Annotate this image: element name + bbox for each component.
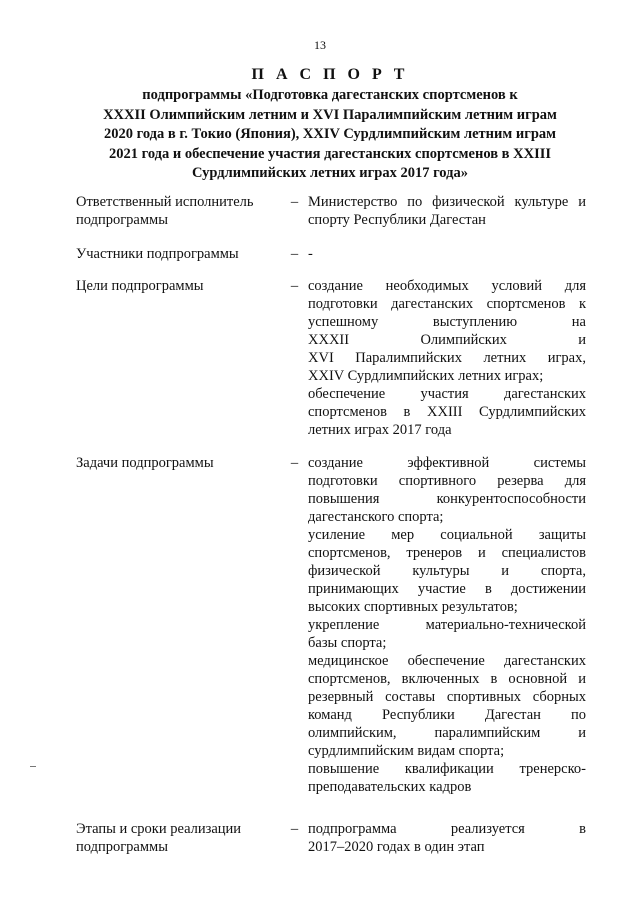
value-line: подготовки спортивного резерва для	[308, 473, 586, 489]
value-line: спортсменов, тренеров и специалистов	[308, 545, 586, 561]
row-goals	[76, 277, 586, 439]
row-stages-and-terms	[76, 820, 586, 856]
value-line: спортсменов в XXIII Сурдлимпийских	[308, 404, 586, 420]
row-value	[308, 193, 586, 229]
value-line: базы спорта;	[308, 635, 387, 651]
row-label	[76, 454, 281, 472]
title-line: 2020 года в г. Токио (Япония), XXIV Сурдлимпийским летним играм	[103, 126, 557, 142]
row-value	[308, 277, 586, 439]
row-responsible-executor	[76, 193, 586, 229]
label-line: Участники подпрограммы	[76, 246, 239, 262]
value-line: Министерство по физической культуре и	[308, 194, 586, 210]
value-line: успешному выступлению на	[308, 314, 586, 330]
row-label	[76, 277, 281, 295]
value-line: XXXII Олимпийских и	[308, 332, 586, 348]
title-line: 2021 года и обеспечение участия дагестанских спортсменов в XXIII	[108, 145, 552, 162]
title-heading: П А С П О Р Т	[251, 66, 409, 83]
document-title	[70, 64, 590, 184]
value-line: спортсменов, включенных в основной и	[308, 671, 586, 687]
label-line: подпрограммы	[76, 212, 168, 228]
label-line: Этапы и сроки реализации	[76, 821, 242, 837]
value-line: создание эффективной системы	[308, 455, 586, 471]
scan-mark	[30, 766, 36, 767]
row-label	[76, 820, 281, 856]
value-line: XVI Паралимпийских летних играх,	[308, 350, 586, 366]
value-line: высоких спортивных результатов;	[308, 599, 518, 615]
value-line: спорту Республики Дагестан	[308, 212, 486, 228]
value-line: повышение квалификации тренерско-	[308, 761, 586, 777]
passport-table	[76, 193, 586, 856]
value-line: подпрограмма реализуется в	[308, 821, 586, 837]
page-number: 13	[314, 38, 326, 52]
row-label	[76, 193, 281, 229]
value-line: принимающих участие в достижении	[308, 581, 586, 597]
value-line: летних играх 2017 года	[308, 422, 452, 438]
value-line: дагестанского спорта;	[308, 509, 444, 525]
value-line: XXIV Сурдлимпийских летних играх;	[308, 368, 544, 384]
label-line: Ответственный исполнитель	[76, 194, 254, 210]
value-line: обеспечение участия дагестанских	[308, 386, 586, 402]
value-line: резервный составы спортивных сборных	[308, 689, 586, 705]
value-line: медицинское обеспечение дагестанских	[308, 653, 586, 669]
row-dash: –	[290, 278, 299, 294]
row-label	[76, 245, 281, 263]
row-value	[308, 245, 586, 263]
row-value	[308, 820, 586, 856]
label-line: Задачи подпрограммы	[76, 455, 214, 471]
title-line: Сурдлимпийских летних играх 2017 года»	[192, 165, 468, 181]
title-line: подпрограммы «Подготовка дагестанских спортсменов к	[142, 87, 518, 103]
value-line: создание необходимых условий для	[308, 278, 586, 294]
value-line: укрепление материально-технической	[308, 617, 586, 633]
row-tasks	[76, 454, 586, 796]
value-line: команд Республики Дагестан по	[308, 707, 586, 723]
value-line: физической культуры и спорта,	[308, 563, 586, 579]
value-line: -	[308, 246, 313, 262]
value-line: 2017–2020 годах в один этап	[308, 839, 485, 855]
value-line: олимпийским, паралимпийским и	[308, 725, 586, 741]
row-dash: –	[290, 455, 299, 471]
row-participants	[76, 245, 586, 263]
row-dash: –	[290, 821, 299, 837]
value-line: повышения конкурентоспособности	[308, 491, 586, 507]
label-line: Цели подпрограммы	[76, 278, 204, 294]
row-dash: –	[290, 246, 299, 262]
row-dash: –	[290, 194, 299, 210]
value-line: сурдлимпийским видам спорта;	[308, 743, 505, 759]
value-line: подготовки дагестанских спортсменов к	[308, 296, 586, 312]
title-line: XXXII Олимпийским летним и XVI Паралимпийским летним играм	[103, 106, 557, 123]
value-line: усиление мер социальной защиты	[308, 527, 586, 543]
label-line: подпрограммы	[76, 839, 168, 855]
row-value	[308, 454, 586, 796]
value-line: преподавательских кадров	[308, 779, 472, 795]
